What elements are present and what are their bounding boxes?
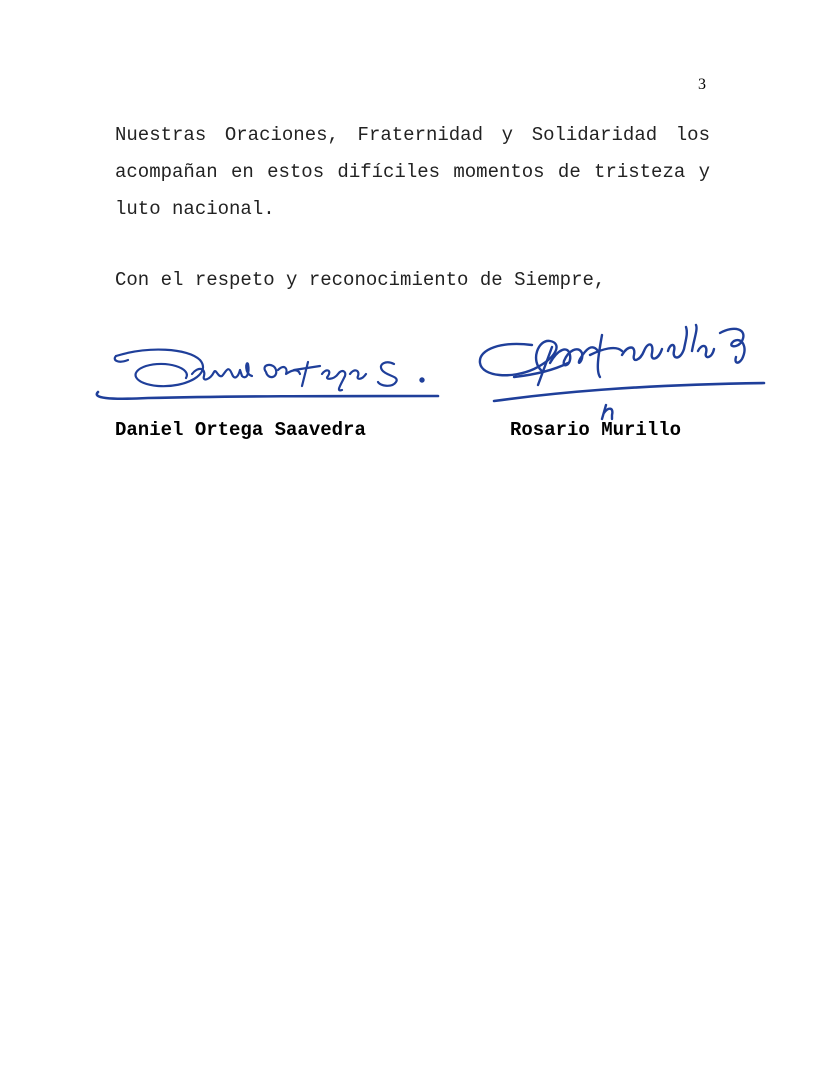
- signer-name-rosario-murillo: Rosario Murillo: [510, 419, 682, 441]
- signer-name-daniel-ortega: Daniel Ortega Saavedra: [115, 419, 366, 441]
- signature-rosario-murillo: [472, 305, 772, 425]
- condolence-paragraph: Nuestras Oraciones, Fraternidad y Solidaridad los acompañan en estos difíciles momentos de tristeza y luto nacional.: [115, 124, 710, 220]
- closing-line: Con el respeto y reconocimiento de Siempre,: [115, 269, 606, 291]
- signature-daniel-ortega: [88, 334, 444, 410]
- page-number: 3: [698, 76, 706, 93]
